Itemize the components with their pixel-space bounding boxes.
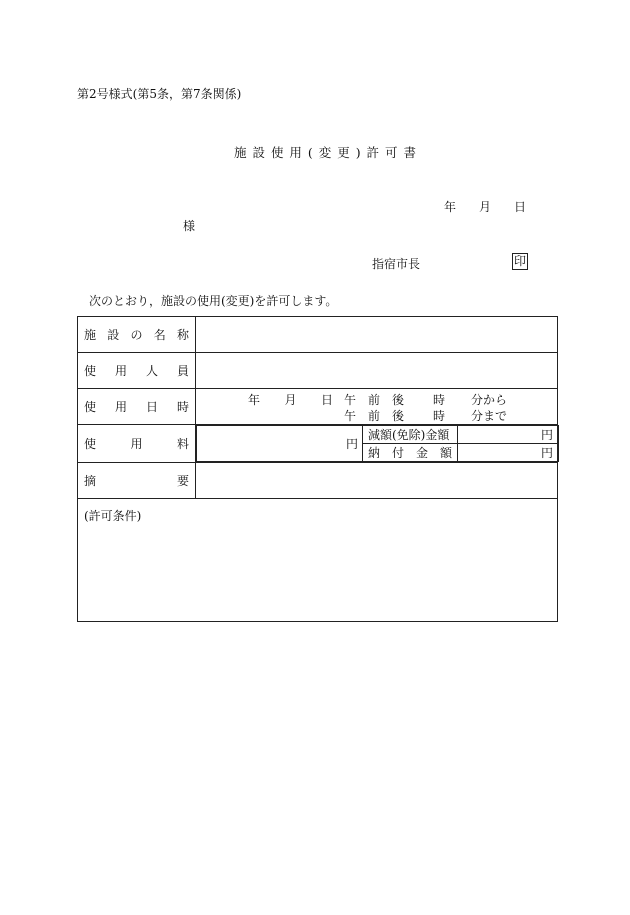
datetime-end — [344, 407, 507, 424]
datetime-start — [344, 391, 507, 408]
users-label — [78, 353, 196, 389]
datetime-day: 日 — [320, 393, 333, 407]
label-char: 付 — [391, 446, 404, 460]
start-minute: 分から — [471, 393, 508, 407]
summary-label — [78, 463, 196, 499]
datetime-label-text — [84, 398, 189, 415]
payment-unit: 円 — [540, 446, 553, 460]
label-char: 料 — [176, 437, 189, 451]
datetime-year: 年 — [248, 393, 261, 407]
label-char: 称 — [176, 328, 189, 342]
payment-label — [363, 444, 458, 462]
label-char: 要 — [176, 474, 189, 488]
facility-name-row — [78, 317, 558, 353]
label-char: の — [130, 328, 143, 342]
fee-unit: 円 — [345, 437, 358, 451]
label-char: 摘 — [84, 474, 97, 488]
date-year: 年 — [444, 200, 457, 214]
label-char: 員 — [176, 364, 189, 378]
reduction-label — [363, 426, 458, 444]
datetime-label — [78, 389, 196, 425]
users-row — [78, 353, 558, 389]
summary-row — [78, 463, 558, 499]
facility-name-value[interactable] — [196, 317, 558, 353]
form-number: 第2号様式(第5条，第7条関係) — [77, 87, 242, 101]
label-char: 施 — [84, 328, 97, 342]
facility-name-label-text — [84, 326, 189, 343]
label-char: 使 — [84, 400, 97, 414]
fee-value-area — [196, 425, 558, 463]
seal-mark — [512, 253, 528, 270]
date-line — [444, 198, 526, 215]
users-label-text — [84, 362, 189, 379]
payment-label-text — [368, 444, 452, 461]
label-char: 納 — [368, 446, 381, 460]
date-day: 日 — [513, 200, 526, 214]
label-char: 金 — [415, 446, 428, 460]
summary-value[interactable] — [196, 463, 558, 499]
label-char: 額 — [439, 446, 452, 460]
label-char: 日 — [145, 400, 158, 414]
users-value[interactable] — [196, 353, 558, 389]
datetime-date — [248, 391, 333, 408]
end-minute: 分まで — [471, 409, 508, 423]
document-title: 施 設 使 用 ( 変 更 ) 許 可 書 — [234, 145, 417, 160]
end-ampm: 午 前 後 — [344, 409, 405, 423]
label-char: 時 — [176, 400, 189, 414]
permit-table — [77, 316, 558, 622]
fee-row — [78, 425, 558, 463]
start-ampm: 午 前 後 — [344, 393, 405, 407]
label-char: 使 — [84, 437, 97, 451]
conditions-label: (許可条件) — [84, 509, 142, 523]
label-char: 用 — [130, 437, 143, 451]
label-char: 名 — [153, 328, 166, 342]
datetime-month: 月 — [284, 393, 297, 407]
fee-subtable — [196, 425, 559, 462]
start-hour: 時 — [433, 393, 446, 407]
label-char: 使 — [84, 364, 97, 378]
issuer-name: 指宿市長 — [372, 257, 421, 271]
addressee-suffix: 様 — [183, 219, 196, 233]
summary-label-text — [84, 472, 189, 489]
conditions-row — [78, 499, 558, 622]
reduction-unit: 円 — [540, 428, 553, 442]
reduction-label-text: 減額(免除)金額 — [368, 428, 450, 442]
fee-label — [78, 425, 196, 463]
fee-amount[interactable] — [197, 426, 363, 462]
label-char: 人 — [145, 364, 158, 378]
body-text: 次のとおり，施設の使用(変更)を許可します。 — [89, 294, 338, 308]
label-char: 用 — [114, 400, 127, 414]
facility-name-label — [78, 317, 196, 353]
datetime-row — [78, 389, 558, 425]
end-hour: 時 — [433, 409, 446, 423]
reduction-amount[interactable] — [458, 426, 559, 444]
payment-amount[interactable] — [458, 444, 559, 462]
label-char: 用 — [114, 364, 127, 378]
conditions-cell[interactable] — [78, 499, 558, 622]
date-month: 月 — [478, 200, 491, 214]
seal-text: 印 — [514, 254, 527, 268]
fee-label-text — [84, 435, 189, 452]
datetime-value[interactable] — [196, 389, 558, 425]
label-char: 設 — [107, 328, 120, 342]
